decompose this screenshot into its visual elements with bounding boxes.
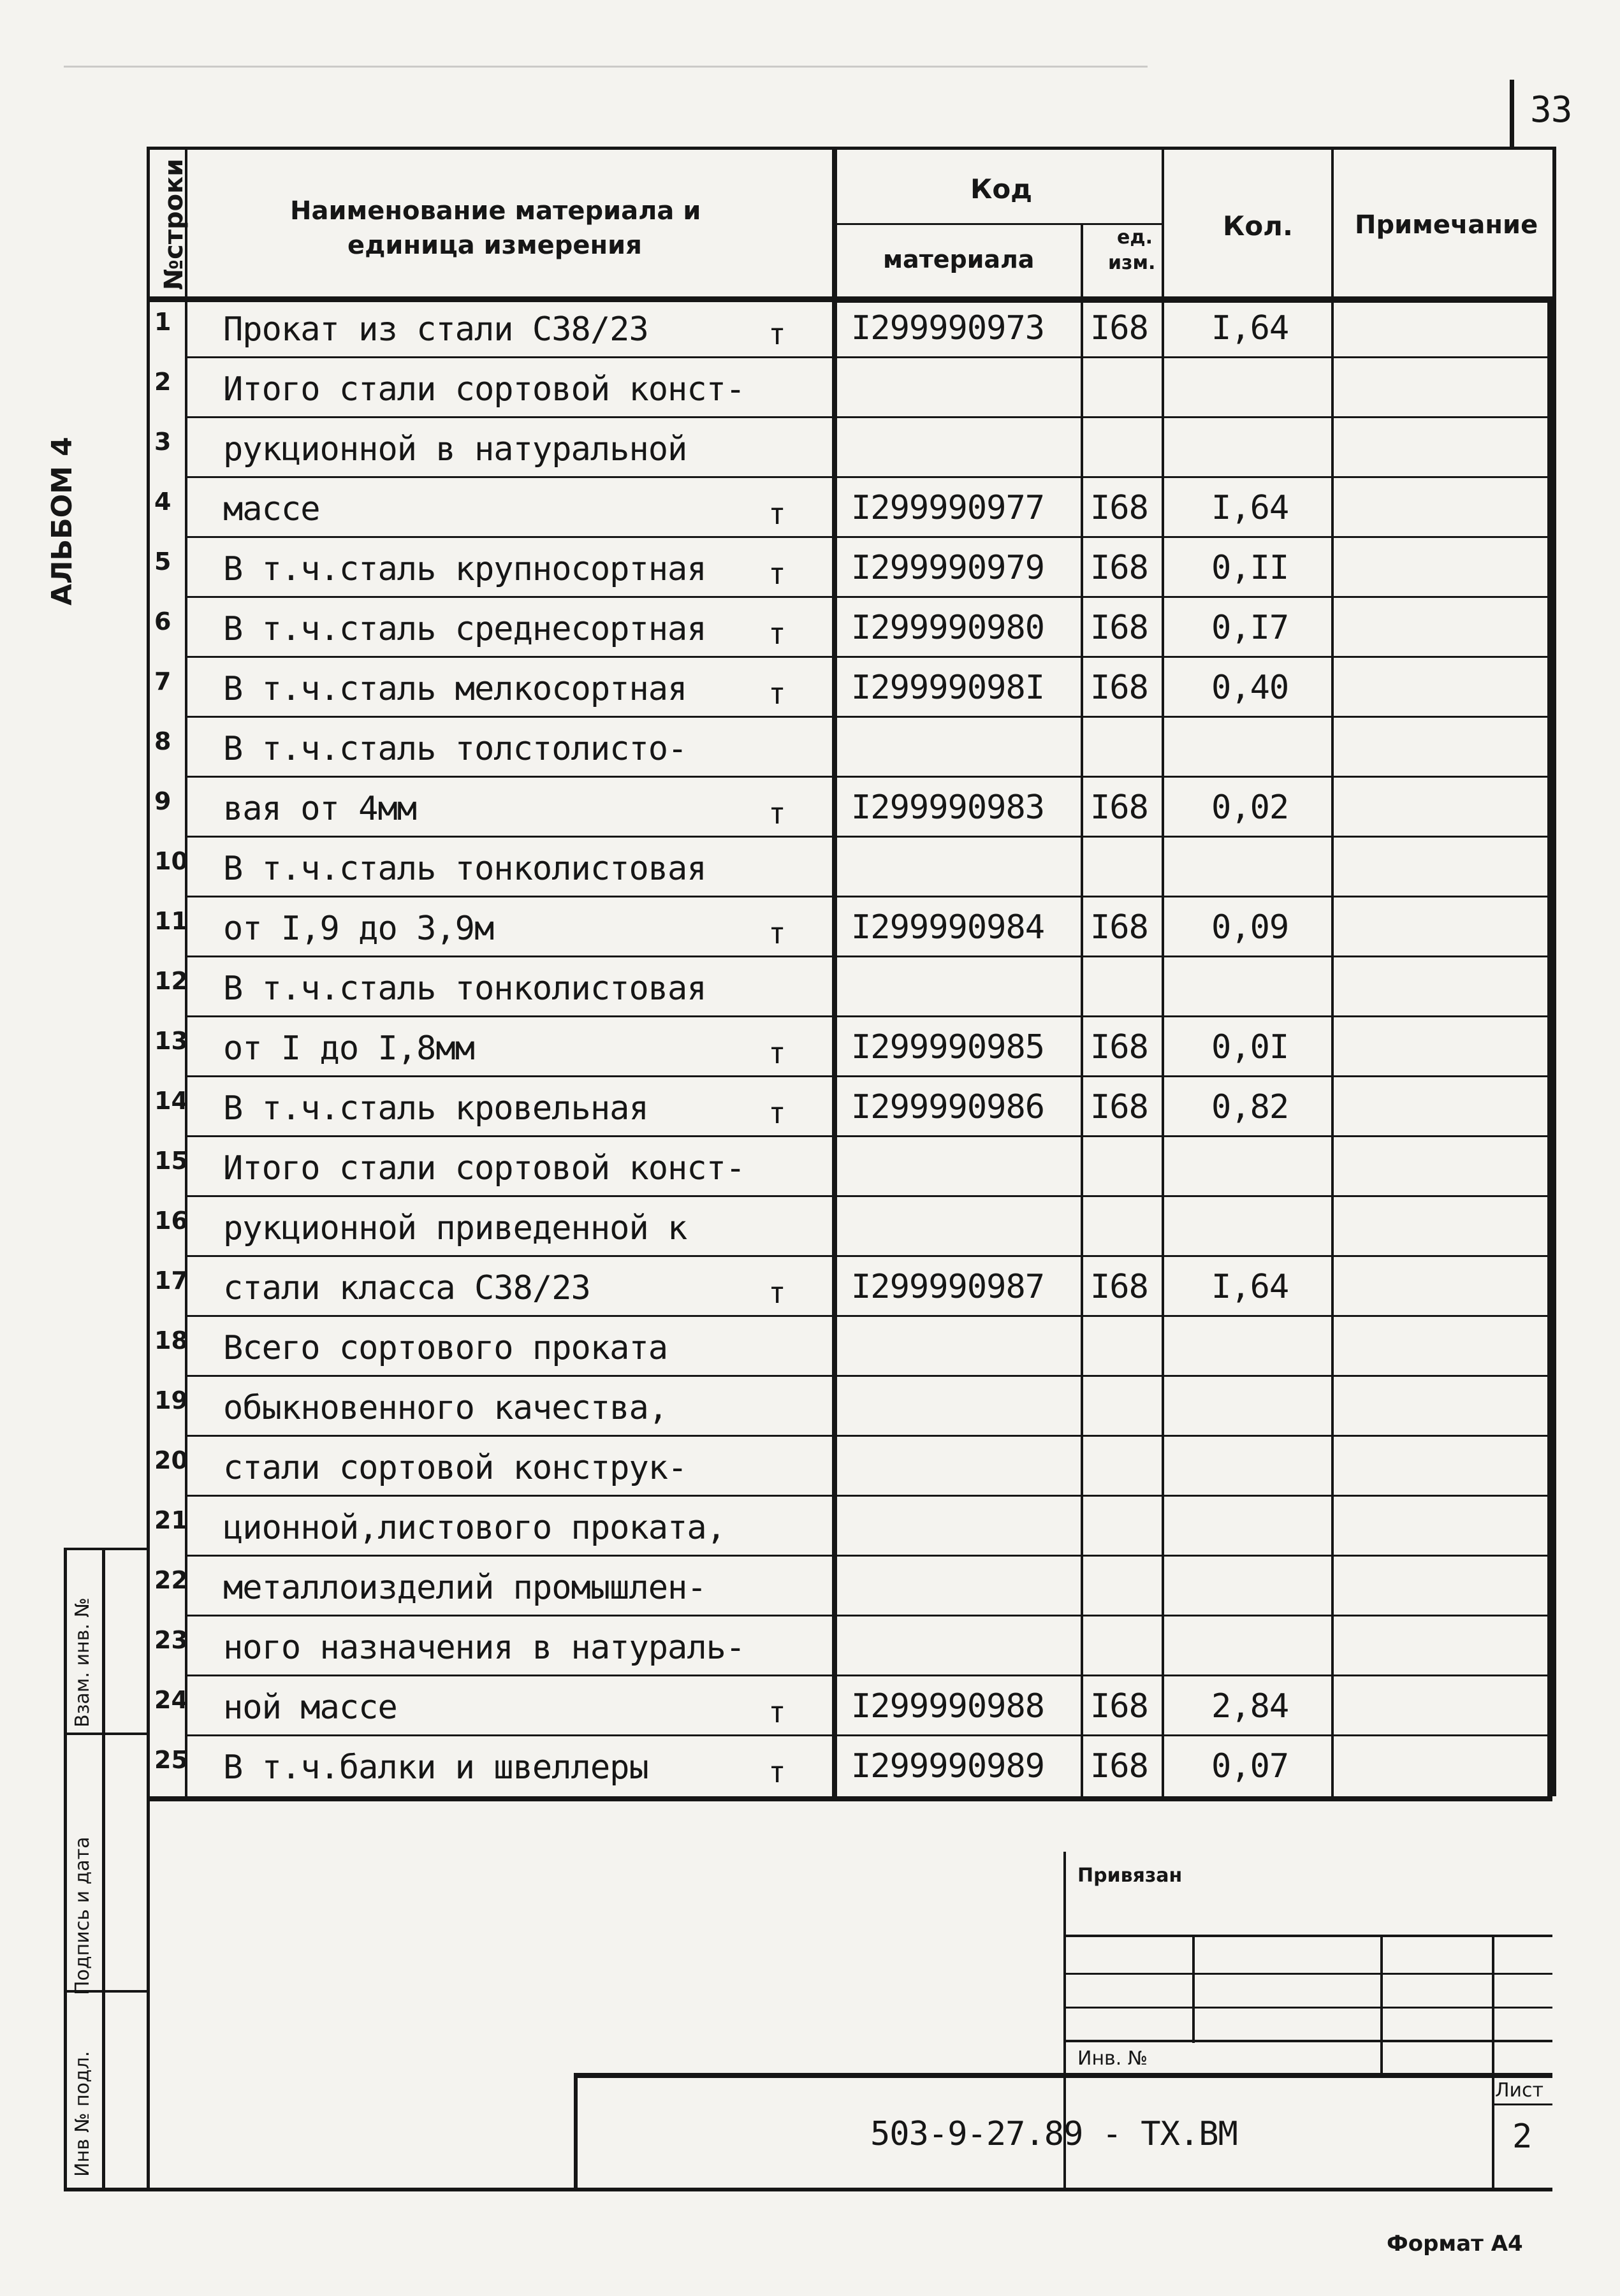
row-separator [185, 1195, 1552, 1197]
table-top-border [147, 147, 1552, 150]
row-number: 20 [154, 1446, 188, 1474]
row-separator [185, 955, 1552, 957]
material-name: В т.ч.сталь среднесортная [223, 610, 706, 648]
row-number: 3 [154, 428, 171, 456]
measure-unit: т [768, 1275, 785, 1310]
row-number: 13 [154, 1027, 188, 1055]
page-number: 33 [1530, 89, 1572, 131]
page-number-divider [1510, 80, 1514, 147]
row-number: 7 [154, 667, 171, 695]
row-number: 2 [154, 368, 171, 396]
sheet-label: Лист [1495, 2079, 1544, 2102]
measure-unit: т [768, 317, 785, 351]
row-separator [185, 716, 1552, 718]
material-name: В т.ч.сталь толстолисто- [223, 730, 687, 768]
unit-code: I68 [1090, 1747, 1148, 1785]
quantity-value: 0,82 [1211, 1088, 1289, 1126]
row-separator [185, 1615, 1552, 1617]
col-line-note [1331, 147, 1334, 1796]
row-number: 17 [154, 1267, 188, 1295]
material-code: I299990979 [851, 549, 1045, 587]
material-code: I299990989 [851, 1747, 1045, 1785]
signature-date-label: Подпись и дата [71, 1836, 94, 1995]
material-name: Всего сортового проката [223, 1329, 668, 1367]
tb-attached-hline [1063, 1935, 1552, 1937]
measure-unit: т [768, 1036, 785, 1070]
replacement-inventory-label: Взам. инв. № [71, 1597, 94, 1727]
document-code: 503-9-27.89 - ТХ.ВМ [870, 2115, 1237, 2153]
code-subheader-line [832, 223, 1162, 225]
measure-unit: т [768, 916, 785, 950]
name-header-line1: Наименование материала и [290, 196, 701, 226]
row-separator [185, 656, 1552, 658]
row-number: 11 [154, 907, 188, 935]
row-separator [185, 1015, 1552, 1017]
quantity-value: 0,I7 [1211, 609, 1289, 647]
material-code: I299990988 [851, 1687, 1045, 1726]
material-code: I29999098I [851, 669, 1045, 707]
col-line-qty [1162, 147, 1164, 1796]
material-name: от I до I,8мм [223, 1029, 474, 1068]
material-name: металлоизделий промышлен- [223, 1569, 706, 1607]
row-number: 8 [154, 727, 171, 755]
quantity-value: 0,09 [1211, 908, 1289, 947]
sheet-number: 2 [1512, 2118, 1532, 2156]
tb-vline-2 [1380, 1935, 1383, 2075]
scan-mark [64, 66, 1148, 68]
row-number: 14 [154, 1087, 188, 1115]
row-number: 22 [154, 1566, 188, 1594]
note-header: Примечание [1355, 210, 1538, 240]
unit-code: I68 [1090, 549, 1148, 587]
unit-code-header-1: ед. [1117, 226, 1153, 249]
row-number: 15 [154, 1147, 188, 1175]
data-frame-right [1547, 296, 1554, 1796]
side-stamp-sep-1 [64, 1548, 150, 1550]
measure-unit: т [768, 616, 785, 651]
row-number: 19 [154, 1386, 188, 1414]
measure-unit: т [768, 556, 785, 591]
row-separator [185, 1555, 1552, 1557]
quantity-value: 2,84 [1211, 1687, 1289, 1726]
material-code: I299990985 [851, 1028, 1045, 1066]
unit-code: I68 [1090, 908, 1148, 947]
quantity-value: I,64 [1211, 1268, 1289, 1306]
quantity-header: Кол. [1223, 210, 1293, 242]
material-name: В т.ч.сталь тонколистовая [223, 850, 706, 888]
side-stamp-left [64, 1548, 67, 2191]
original-inventory-label: Инв № подл. [71, 2051, 94, 2177]
row-separator [185, 416, 1552, 418]
row-number: 18 [154, 1326, 188, 1355]
material-name: Итого стали сортовой конст- [223, 1149, 745, 1188]
row-number: 1 [154, 308, 171, 336]
tb-main-left [574, 2073, 578, 2191]
unit-code: I68 [1090, 609, 1148, 647]
page-bottom-border [64, 2188, 1552, 2191]
quantity-value: 0,07 [1211, 1747, 1289, 1785]
material-name: Итого стали сортовой конст- [223, 370, 745, 409]
quantity-value: 0,0I [1211, 1028, 1289, 1066]
material-name: стали сортовой конструк- [223, 1449, 687, 1487]
tb-sheet-line [1492, 2103, 1552, 2105]
inventory-number-label: Инв. № [1077, 2047, 1148, 2070]
material-name: рукционной в натуральной [223, 430, 687, 469]
material-name: В т.ч.сталь мелкосортная [223, 670, 687, 708]
unit-code: I68 [1090, 1088, 1148, 1126]
tb-vline-3 [1492, 1935, 1494, 2190]
row-number: 25 [154, 1746, 188, 1774]
row-number: 12 [154, 967, 188, 995]
material-name: массе [223, 490, 320, 528]
measure-unit: т [768, 676, 785, 711]
material-name: ной массе [223, 1689, 397, 1727]
row-separator [185, 1255, 1552, 1257]
row-separator [185, 1734, 1552, 1736]
unit-code-header-2: изм. [1108, 252, 1156, 274]
quantity-value: I,64 [1211, 309, 1289, 347]
material-name: В т.ч.сталь тонколистовая [223, 970, 706, 1008]
material-name: Прокат из стали С38/23 [223, 310, 648, 349]
row-separator [185, 1435, 1552, 1437]
row-number: 9 [154, 787, 171, 815]
row-separator [185, 596, 1552, 598]
name-header-line2: единица измерения [347, 231, 642, 260]
measure-unit: т [768, 497, 785, 531]
material-name: В т.ч.сталь крупносортная [223, 550, 706, 588]
material-code: I299990977 [851, 489, 1045, 527]
table-bottom-border [147, 1796, 1552, 1801]
row-number-header: №строки [159, 158, 189, 290]
side-stamp-sep-2 [64, 1733, 150, 1735]
tb-vline-1 [1192, 1935, 1195, 2043]
unit-code: I68 [1090, 489, 1148, 527]
row-number: 16 [154, 1207, 188, 1235]
left-margin-line [147, 1796, 150, 2191]
code-header: Код [970, 173, 1033, 205]
material-code: I299990983 [851, 788, 1045, 827]
row-number: 5 [154, 548, 171, 576]
material-name: ционной,листового проката, [223, 1509, 726, 1547]
row-number: 23 [154, 1626, 188, 1654]
row-number: 4 [154, 488, 171, 516]
tb-main-top [574, 2073, 1552, 2078]
quantity-value: 0,40 [1211, 669, 1289, 707]
material-name: ного назначения в натураль- [223, 1629, 745, 1667]
material-code: I299990980 [851, 609, 1045, 647]
col-line-unit [1081, 223, 1083, 1796]
row-separator [185, 1675, 1552, 1676]
material-code: I299990973 [851, 309, 1045, 347]
material-code-header: материала [883, 245, 1035, 273]
quantity-value: 0,II [1211, 549, 1289, 587]
side-stamp-mid [102, 1548, 105, 2191]
row-number: 24 [154, 1686, 188, 1714]
material-name: В т.ч.балки и швеллеры [223, 1748, 648, 1787]
unit-code: I68 [1090, 669, 1148, 707]
col-line-material [832, 147, 837, 1796]
unit-code: I68 [1090, 1687, 1148, 1726]
tb-row-line-1 [1063, 1973, 1552, 1975]
row-separator [185, 776, 1552, 778]
tb-row-line-3 [1063, 2040, 1552, 2042]
tb-row-line-2 [1063, 2007, 1552, 2009]
row-separator [185, 1375, 1552, 1377]
row-separator [185, 1315, 1552, 1317]
material-name: стали класса С38/23 [223, 1269, 590, 1307]
album-label: АЛЬБОМ 4 [46, 437, 78, 606]
row-number: 6 [154, 607, 171, 636]
material-name: вая от 4мм [223, 790, 417, 828]
row-separator [185, 1495, 1552, 1497]
format-label: Формат А4 [1387, 2231, 1523, 2256]
unit-code: I68 [1090, 309, 1148, 347]
row-separator [185, 1075, 1552, 1077]
material-name: рукционной приведенной к [223, 1209, 687, 1247]
material-name: В т.ч.сталь кровельная [223, 1089, 648, 1128]
unit-code: I68 [1090, 1268, 1148, 1306]
material-name: обыкновенного качества, [223, 1389, 668, 1427]
quantity-value: I,64 [1211, 489, 1289, 527]
row-separator [185, 896, 1552, 897]
row-separator [185, 476, 1552, 478]
unit-code: I68 [1090, 788, 1148, 827]
measure-unit: т [768, 1755, 785, 1789]
material-code: I299990987 [851, 1268, 1045, 1306]
data-frame-top [832, 296, 1552, 303]
unit-code: I68 [1090, 1028, 1148, 1066]
material-code: I299990984 [851, 908, 1045, 947]
quantity-value: 0,02 [1211, 788, 1289, 827]
row-separator [185, 536, 1552, 538]
row-number: 21 [154, 1506, 188, 1534]
row-separator [185, 356, 1552, 358]
row-separator [185, 1135, 1552, 1137]
material-name: от I,9 до 3,9м [223, 910, 494, 948]
attached-label: Привязан [1077, 1864, 1183, 1887]
measure-unit: т [768, 796, 785, 831]
row-separator [185, 836, 1552, 838]
material-code: I299990986 [851, 1088, 1045, 1126]
measure-unit: т [768, 1096, 785, 1130]
measure-unit: т [768, 1695, 785, 1729]
row-number: 10 [154, 847, 188, 875]
